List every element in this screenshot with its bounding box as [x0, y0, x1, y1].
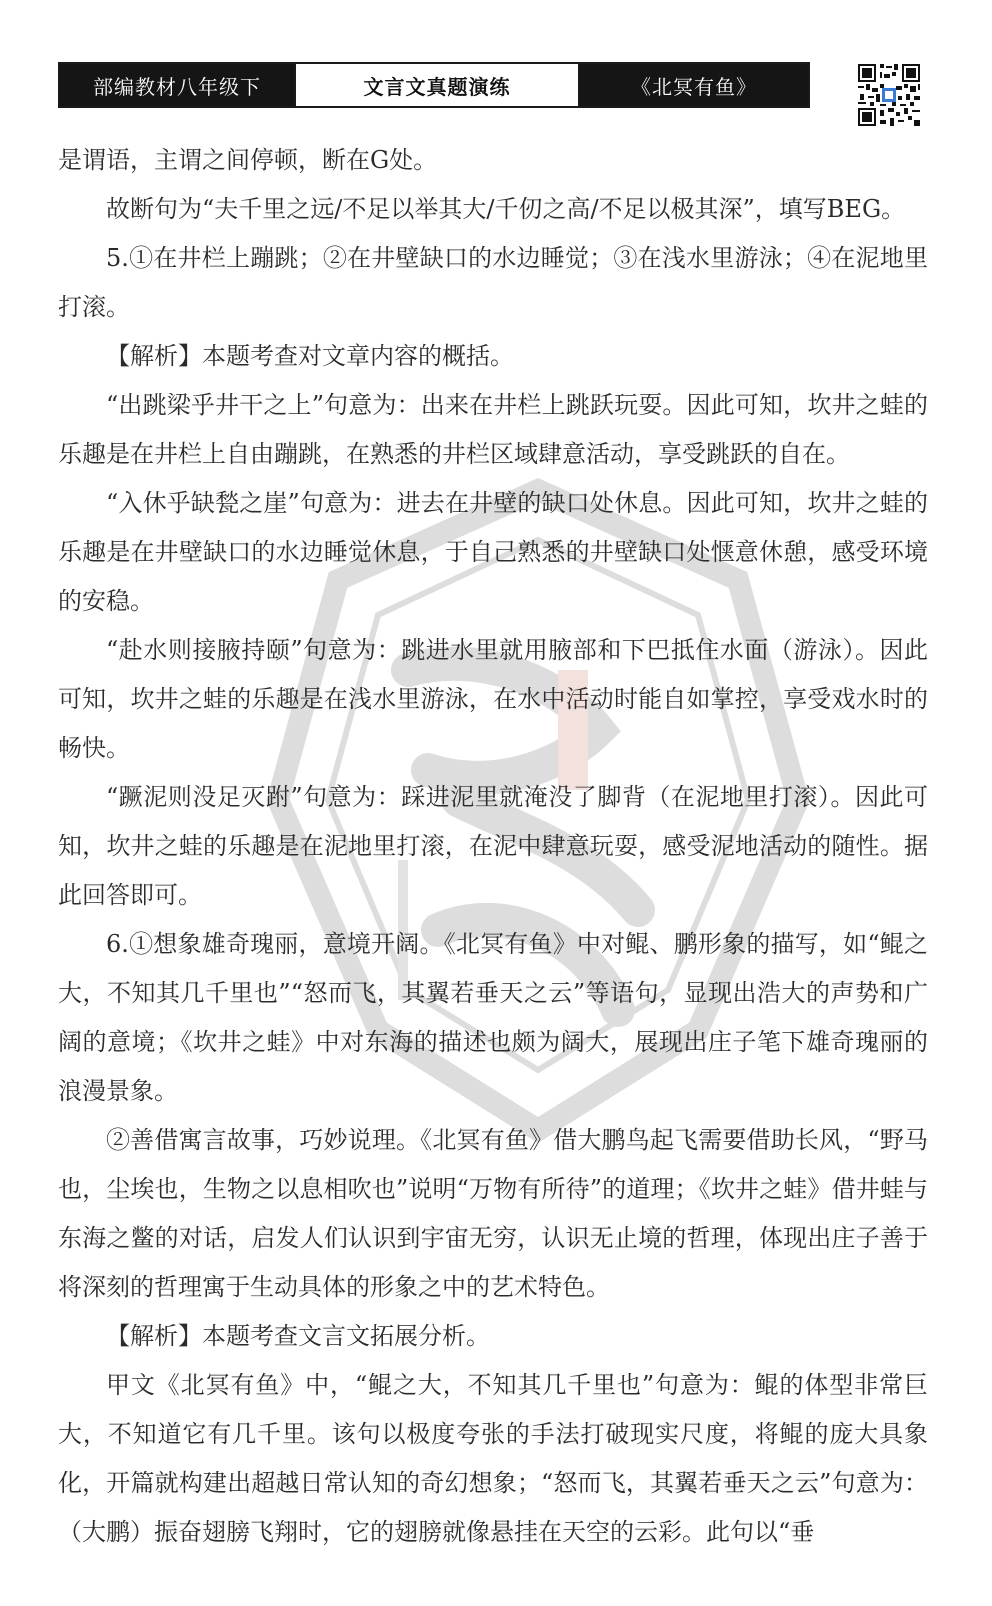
header-section-title: 文言文真题演练 — [294, 64, 580, 106]
header-lesson-title: 《北冥有鱼》 — [580, 64, 808, 106]
paragraph: 甲文《北冥有鱼》中，“鲲之大，不知其几千里也”句意为：鲲的体型非常巨大，不知道它有几千里。该句以极度夸张的手法打破现实尺度，将鲲的庞大具象化，开篇就构建出超越日常认知的奇幻想象；“怒而飞，其翼若垂天之云”句意为：（大鹏）振奋翅膀飞翔时，它的翅膀就像悬挂在天空的云彩。此句以“垂 — [58, 1371, 928, 1546]
paragraph: “赴水则接腋持颐”句意为：跳进水里就用腋部和下巴抵住水面（游泳）。因此可知，坎井之蛙的乐趣是在浅水里游泳，在水中活动时能自如掌控，享受戏水时的畅快。 — [58, 636, 928, 762]
paragraph: “入休乎缺甃之崖”句意为：进去在井壁的缺口处休息。因此可知，坎井之蛙的乐趣是在井壁缺口的水边睡觉休息，于自己熟悉的井壁缺口处惬意休憩，感受环境的安稳。 — [58, 489, 928, 615]
analysis-label: 【解析】本题考查文言文拓展分析。 — [106, 1322, 490, 1350]
qr-code-icon[interactable] — [856, 62, 922, 128]
header-grade-label: 部编教材八年级下 — [60, 64, 294, 106]
analysis-label: 【解析】本题考查对文章内容的概括。 — [106, 342, 514, 370]
answer-6-point-1: 6.①想象雄奇瑰丽，意境开阔。《北冥有鱼》中对鲲、鹏形象的描写，如“鲲之大，不知其几千里也”“怒而飞，其翼若垂天之云”等语句，显现出浩大的声势和广阔的意境；《坎井之蛙》中对东海的描述也颇为阔大，展现出庄子笔下雄奇瑰丽的浪漫景象。 — [58, 930, 928, 1105]
paragraph: “蹶泥则没足灭跗”句意为：踩进泥里就淹没了脚背（在泥地里打滚）。因此可知，坎井之蛙的乐趣是在泥地里打滚，在泥中肆意玩耍，感受泥地活动的随性。据此回答即可。 — [58, 783, 928, 909]
page-header — [58, 62, 810, 108]
paragraph: 故断句为“夫千里之远/不足以举其大/千仞之高/不足以极其深”，填写BEG。 — [106, 195, 906, 223]
answer-5: 5.①在井栏上蹦跳；②在井壁缺口的水边睡觉；③在浅水里游泳；④在泥地里打滚。 — [58, 244, 928, 321]
answer-body — [58, 136, 928, 1557]
paragraph: “出跳梁乎井干之上”句意为：出来在井栏上跳跃玩耍。因此可知，坎井之蛙的乐趣是在井栏上自由蹦跳，在熟悉的井栏区域肆意活动，享受跳跃的自在。 — [58, 391, 928, 468]
paragraph: 是谓语，主谓之间停顿，断在G处。 — [58, 146, 438, 174]
answer-6-point-2: ②善借寓言故事，巧妙说理。《北冥有鱼》借大鹏鸟起飞需要借助长风，“野马也，尘埃也，生物之以息相吹也”说明“万物有所待”的道理；《坎井之蛙》借井蛙与东海之鳖的对话，启发人们认识到宇宙无穷，认识无止境的哲理，体现出庄子善于将深刻的哲理寓于生动具体的形象之中的艺术特色。 — [58, 1126, 928, 1301]
